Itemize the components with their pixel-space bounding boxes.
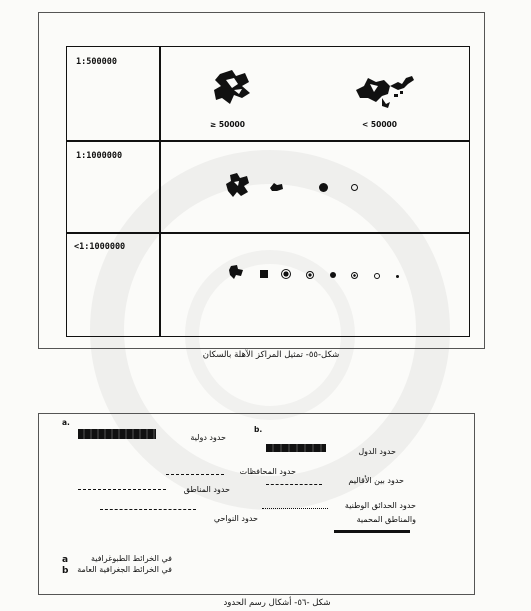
figure-56-caption: شكل -٥٦- أشكال رسم الحدود — [223, 598, 331, 608]
table-divider-row2 — [66, 232, 470, 234]
district-boundary-line — [78, 489, 166, 490]
ring-dot-medium-icon — [306, 271, 314, 279]
panel-b-item-1: حدود الدول — [358, 447, 396, 456]
legend-key-a: a — [62, 555, 69, 565]
panel-a-item-2: حدود المحافظات — [239, 467, 296, 476]
ring-dot-small-icon — [351, 272, 358, 279]
panel-a-marker: a. — [62, 418, 70, 427]
governorate-boundary-line — [166, 474, 224, 475]
table-divider-vertical — [159, 46, 161, 337]
town-medium-shape-icon — [225, 172, 251, 198]
scale-label-row-2: 1:1000000 — [76, 151, 123, 161]
panel-b-item-4: والمناطق المحمية — [356, 515, 416, 524]
panel-b-marker: b. — [254, 425, 263, 434]
protected-area-underline — [334, 530, 410, 533]
square-symbol-icon — [260, 270, 268, 278]
panel-a-item-1: حدود دولية — [190, 433, 226, 442]
town-small-shape-icon — [228, 264, 244, 280]
subdistrict-boundary-line — [100, 509, 196, 510]
town-shape-large-icon — [212, 68, 256, 106]
panel-a-item-3: حدود المناطق — [183, 485, 230, 494]
town-shape-small-icon — [354, 64, 416, 110]
population-label-large: ≥ 50000 — [210, 120, 245, 129]
regional-boundary-line — [266, 484, 322, 485]
scale-label-row-3: <1:1000000 — [74, 242, 126, 252]
park-boundary-line — [262, 508, 328, 509]
ring-dot-large-icon — [281, 269, 291, 279]
state-boundary-line — [266, 444, 326, 452]
table-divider-row1 — [66, 140, 470, 142]
filled-dot-icon — [330, 272, 336, 278]
tiny-dot-icon — [396, 275, 399, 278]
hollow-dot-small-icon — [374, 273, 380, 279]
international-boundary-line — [78, 429, 156, 439]
panel-a-item-4: حدود النواحي — [213, 514, 258, 523]
town-blob-icon — [268, 180, 284, 192]
legend-text-a: في الخرائط الطبوغرافية — [91, 554, 172, 563]
population-label-small: < 50000 — [362, 120, 397, 129]
town-filled-dot-icon — [319, 183, 328, 192]
panel-b-item-2: حدود بين الأقاليم — [348, 476, 404, 485]
figure-55-caption: شكل-٥٥- تمثيل المراكز الآهلة بالسكان — [202, 350, 340, 360]
legend-key-b: b — [62, 566, 69, 576]
legend-text-b: في الخرائط الجغرافية العامة — [77, 565, 172, 574]
town-hollow-dot-icon — [351, 184, 358, 191]
panel-b-item-3: حدود الحدائق الوطنية — [344, 501, 416, 510]
scale-label-row-1: 1:500000 — [76, 57, 117, 67]
